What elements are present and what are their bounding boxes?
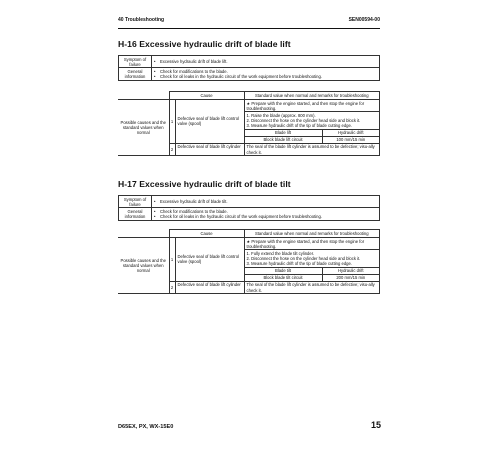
- prep-note: ★ Prepare with the engine started, and then stop the engine for troubleshooting.: [244, 238, 379, 250]
- cause-note: The seal of the blade lift cylinder is assumed to be defective; visu-ally check it.: [244, 281, 379, 293]
- std-table-val-2: 100 mm/15 min: [322, 136, 379, 143]
- cause-text: Defective seal of blade lift control valve (spool): [175, 238, 244, 282]
- symptom-text: • Excessive hydraulic drift of blade tilt.: [152, 196, 380, 208]
- cause-table-h17: [118, 229, 380, 294]
- general-text: • Check for modifications to the blade. • Check for oil leaks in the hydraulic circuit of the work equipment before troubleshooting.: [152, 208, 380, 220]
- cause-table-h16: [118, 91, 380, 156]
- footer-model: D65EX, PX, WX-15E0: [118, 424, 174, 430]
- possible-causes-label: Possible causes and the standard values when normal: [118, 238, 169, 294]
- cause-number: 1: [169, 100, 175, 144]
- procedure-steps: 1. Raise the blade (approx. 800 mm). 2. Disconnect the hose on the cylinder head side and block it. 3. Measure hydraulic drift of the tip of blade cutting edge.: [244, 112, 379, 129]
- std-table-head-2: Hydraulic drift: [322, 129, 379, 136]
- cause-header: Cause: [169, 230, 244, 238]
- std-table-val-1: Block blade lift circuit: [244, 136, 322, 143]
- std-table-head-2: Hydraulic drift: [322, 267, 379, 274]
- section-title-h17: H-17 Excessive hydraulic drift of blade tilt: [118, 179, 291, 189]
- possible-causes-label: Possible causes and the standard values when normal: [118, 100, 169, 156]
- std-table-val-2: 200 mm/15 min: [322, 274, 379, 281]
- standard-header: Standard value when normal and remarks for troubleshooting: [244, 230, 379, 238]
- header-section: 40 Troubleshooting: [118, 17, 165, 23]
- symptom-label: Symptom of failure: [119, 56, 152, 68]
- cause-number: 1: [169, 238, 175, 282]
- section-title-h16: H-16 Excessive hydraulic drift of blade lift: [118, 39, 291, 49]
- prep-note: ★ Prepare with the engine started, and then stop the engine for troubleshooting.: [244, 100, 379, 112]
- general-label: General information: [119, 208, 152, 220]
- header-rule: [118, 28, 380, 29]
- cause-number: 2: [169, 281, 175, 293]
- cause-number: 2: [169, 143, 175, 155]
- info-table-h16: [118, 55, 380, 81]
- info-table-h17: [118, 195, 380, 221]
- cause-text: Defective seal of blade lift cylinder: [175, 143, 244, 155]
- page-header: [118, 17, 380, 27]
- symptom-label: Symptom of failure: [119, 196, 152, 208]
- page-number: 15: [370, 420, 381, 430]
- general-text: • Check for modifications to the blade. • Check for oil leaks in the hydraulic circuit of the work equipment before troubleshooting.: [152, 68, 380, 80]
- header-code: SEN00594-00: [348, 17, 380, 23]
- std-table-val-1: Block blade tilt circuit: [244, 274, 322, 281]
- std-table-head-1: Blade tilt: [244, 267, 322, 274]
- procedure-steps: 1. Fully extend the blade tilt cylinder. 2. Disconnect the hose on the cylinder head side and block it. 3. Measure hydraulic drift of the tip of blade cutting edge.: [244, 250, 379, 267]
- std-table-head-1: Blade lift: [244, 129, 322, 136]
- cause-text: Defective seal of blade lift cylinder: [175, 281, 244, 293]
- symptom-text: • Excessive hydraulic drift of blade lift.: [152, 56, 380, 68]
- cause-header: Cause: [169, 92, 244, 100]
- standard-header: Standard value when normal and remarks for troubleshooting: [244, 92, 379, 100]
- general-label: General information: [119, 68, 152, 80]
- cause-note: The seal of the blade lift cylinder is assumed to be defective; visu-ally check it.: [244, 143, 379, 155]
- cause-text: Defective seal of blade lift control valve (spool): [175, 100, 244, 144]
